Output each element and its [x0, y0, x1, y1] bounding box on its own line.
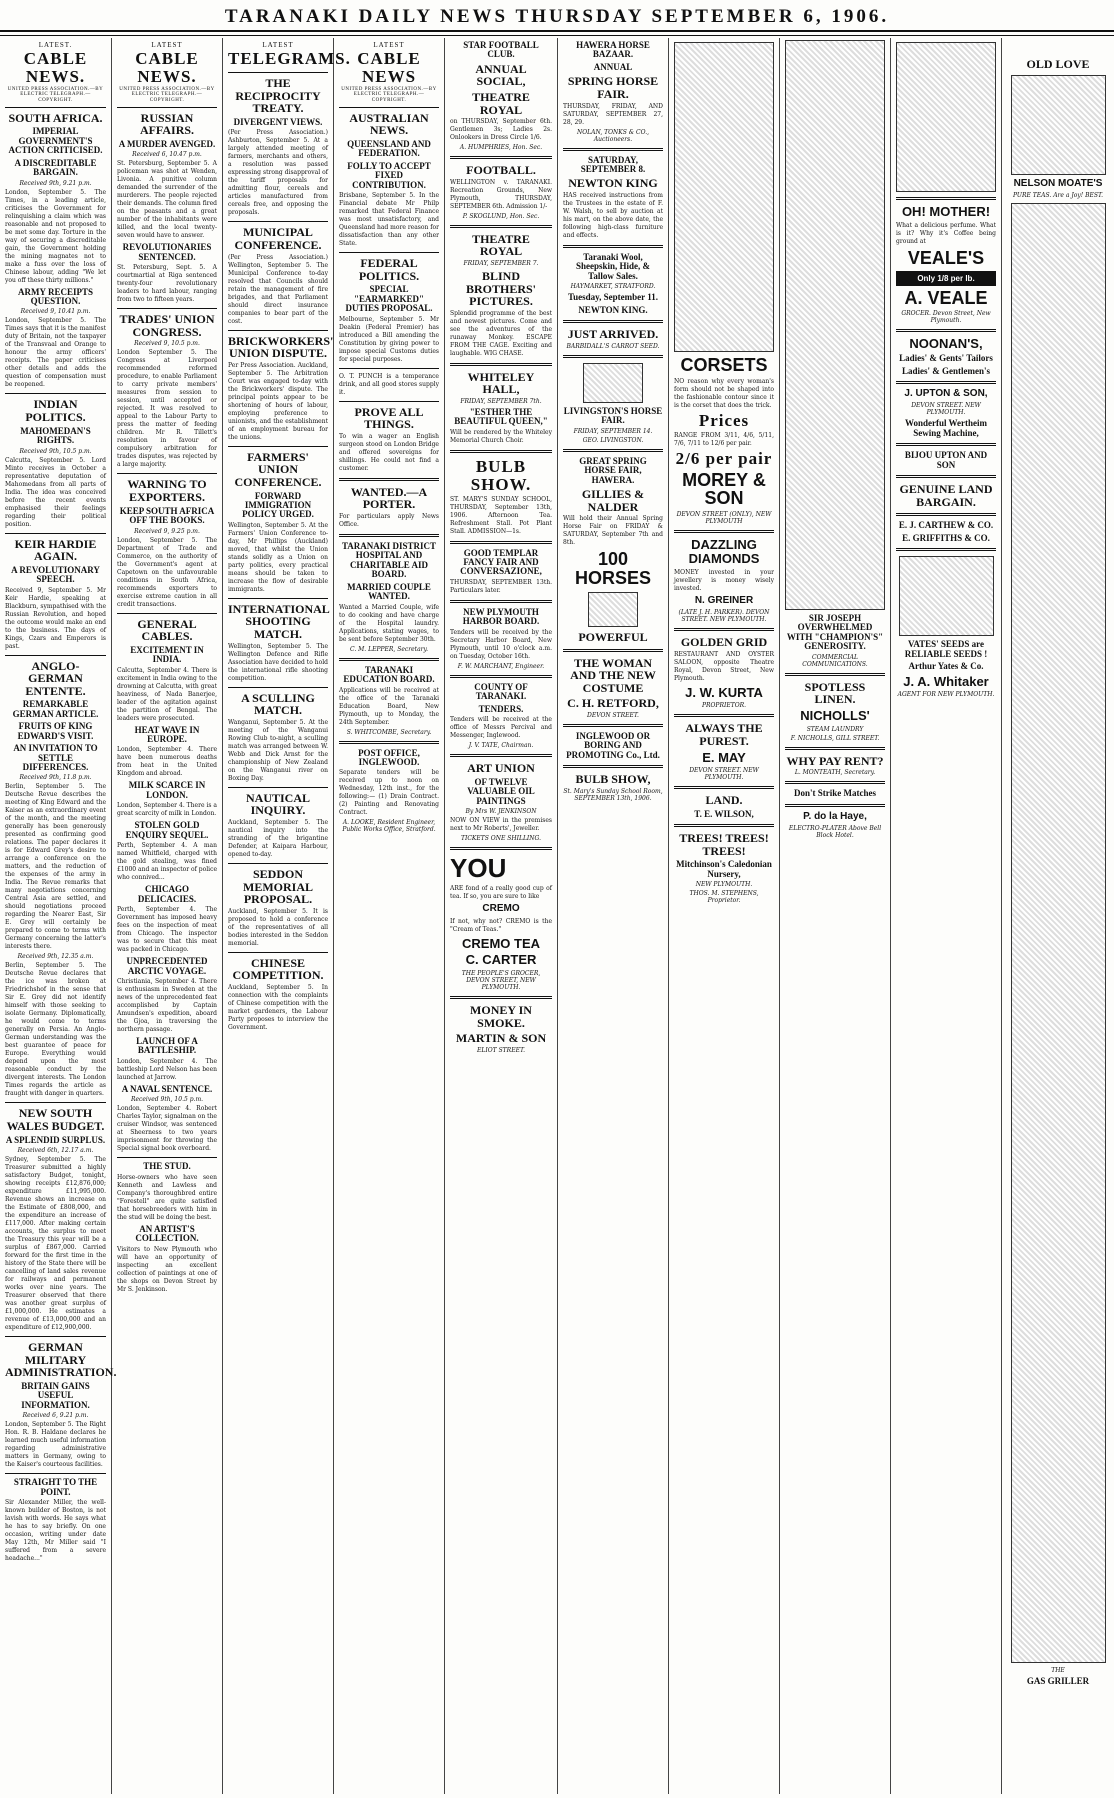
ad-text: MONEY invested in your jewellery is money wisely invested. [674, 568, 774, 592]
ad-text: RANGE FROM 3/11, 4/6, 5/11, 7/6, 7/11 to 12/6 per pair. [674, 431, 774, 447]
subheadline: THE STUD. [143, 1161, 191, 1172]
ad-text: If not, why not? CREMO is the "Cream of Teas." [450, 917, 552, 933]
subheadline: STRAIGHT TO THE POINT. [13, 1477, 98, 1497]
ad-text: DEVON STREET. NEW PLYMOUTH. [689, 767, 759, 782]
subheadline: AN INVITATION TO SETTLE DIFFERENCES. [13, 743, 98, 772]
ad-title: VEALE'S [907, 247, 985, 268]
subheadline: ARMY RECEIPTS QUESTION. [18, 286, 93, 306]
signature: L. MONTEATH, Secretary. [794, 769, 876, 777]
column-6 [558, 38, 669, 1794]
ad-title: GOLDEN GRID [680, 635, 768, 650]
ad-text: COMMERCIAL COMMUNICATIONS. [802, 653, 868, 668]
column-8 [780, 38, 891, 1794]
ad-title: CREMO TEA [462, 935, 540, 951]
ad-title: POST OFFICE, INGLEWOOD. [358, 747, 420, 767]
column-1 [0, 38, 117, 1794]
article-text: St. Petersburg, September 5. A policeman was shot at Wenden, Livonia. A punitive column demanded the surrender of the murderers. The people rejected their demands. The column fired on the peasants and a great number of the inhabitants were killed, and the local twenty-seven would have to answer. [117, 160, 217, 240]
ad-date: FRIDAY, SEPTEMBER 7th. [460, 398, 542, 405]
ad-title: Wonderful Wertheim Sewing Machine, [904, 418, 988, 438]
headline: CHINESE COMPETITION. [232, 955, 324, 983]
ad-title: COUNTY OF TARANAKI. [474, 681, 528, 702]
ad-text: ELECTRO-PLATER Above Bell Block Hotel. [788, 825, 882, 840]
ad-title: WHITELEY HALL, [467, 369, 535, 397]
headline: GENERAL CABLES. [137, 616, 197, 644]
ad-title: GREAT SPRING HORSE FAIR, HAWERA. [579, 455, 647, 485]
signature: C. M. LEPPER, Secretary. [349, 645, 429, 653]
ad-title: STAR FOOTBALL CLUB. [463, 40, 539, 60]
ad-price-banner: Only 1/8 per lb. [896, 271, 996, 286]
ad-text: Applications will be received at the office of the Taranaki Education Board, New Plymouth, up to Monday, the 24th September. [339, 686, 439, 726]
credit-line: UNITED PRESS ASSOCIATION.—BY ELECTRIC TELEGRAPH.—COPYRIGHT. [119, 87, 215, 103]
column-7 [669, 38, 780, 1794]
ad-text: BARBIDALL'S CARROT SEED. [566, 342, 660, 350]
ad-title: LAND. [705, 793, 743, 808]
article-text: O. T. PUNCH is a temperance drink, and all good stores supply it. [339, 372, 439, 396]
ad-title: Prices [698, 410, 750, 430]
ad-title: NOONAN'S, [909, 336, 983, 352]
ad-text: THE PEOPLE'S GROCER, DEVON STREET, NEW PLYMOUTH. [461, 970, 541, 992]
subheadline: KEEP SOUTH AFRICA OFF THE BOOKS. [119, 505, 215, 526]
subheadline: A MURDER AVENGED. [118, 138, 216, 149]
ad-text: HAYMARKET, STRATFORD. [570, 283, 656, 291]
dateline: Received 6, 10.47 p.m. [132, 151, 202, 159]
dateline: Received 9th, 12.35 a.m. [17, 953, 94, 961]
article-text: Wellington, September 5. The Wellington Defence and Rifle Association have decided to hold the international rifle shooting competition. [228, 642, 328, 682]
signature: F. W. MARCHANT, Engineer. [457, 662, 545, 670]
article-text: Calcutta, September 4. There is excitement in India owing to the drowning at Calcutta, with great heaviness, of Nada Banerjee, leader of the agitation against the partition of Bengal. The leaders were prosecuted. [117, 666, 217, 722]
headline: RUSSIAN AFFAIRS. [139, 110, 195, 138]
ad-title: HAWERA HORSE BAZAAR. [576, 40, 650, 60]
headline: BRICKWORKERS' UNION DISPUTE. [228, 333, 334, 361]
ad-title: 2/6 per pair [675, 448, 773, 468]
subheadline: CHICAGO DELICACIES. [137, 884, 197, 904]
dateline: Received 9, 9.25 p.m. [134, 527, 200, 535]
ad-title: A. VEALE [904, 287, 988, 308]
ad-title: BULB SHOW, [575, 772, 651, 787]
newspaper-page [0, 38, 1114, 1794]
ad-title: THEATRE ROYAL [472, 231, 530, 259]
headline: INDIAN POLITICS. [25, 397, 86, 425]
ad-title: SATURDAY, SEPTEMBER 8. [580, 154, 646, 174]
dateline: Received 6, 9.21 p.m. [22, 1412, 89, 1420]
ad-title: NELSON MOATE'S [1013, 177, 1103, 189]
subheadline: A DISCREDITABLE BARGAIN. [14, 157, 97, 178]
ad-title: YOU [450, 852, 507, 883]
ad-title: BULB SHOW. [470, 456, 532, 494]
horse-illustration [583, 363, 643, 403]
signature: GEO. LIVINGSTON. [582, 436, 644, 444]
dateline: Received 9, 10.5 p.m. [134, 340, 200, 348]
subheadline: IMPERIAL GOVERNMENT'S ACTION CRITICISED. [8, 126, 103, 156]
headline: MUNICIPAL CONFERENCE. [234, 225, 322, 252]
article-text: London, September 4. There have been numerous deaths from heat in the United Kingdom and abroad. [117, 746, 217, 778]
ad-text: Separate tenders will be received up to noon on Wednesday, 12th inst., for the following:— (1) Drain Contract. (2) Painting and Renovating Contract. [339, 769, 439, 817]
subheadline: MILK SCARCE IN LONDON. [128, 780, 206, 800]
portrait-illustration [785, 40, 885, 610]
subheadline: EXCITEMENT IN INDIA. [130, 644, 204, 665]
signature: J. V. TATE, Chairman. [468, 742, 534, 750]
ad-title: N. GREINER [694, 594, 754, 606]
signature: P. SKOGLUND, Hon. Sec. [462, 212, 540, 220]
ad-title: TARANAKI EDUCATION BOARD. [343, 664, 435, 685]
ad-text: NEW PLYMOUTH. [695, 881, 753, 889]
article-text: Wellington, September 5. At the Farmers' Union Conference to-day, Mr Phillips (Auckland) moved, that whilst the Union stands solidly as a Union on party politics, every practical means should be taken to increase the flow of desirable immigrants. [228, 521, 328, 593]
subheadline: LAUNCH OF A BATTLESHIP. [136, 1035, 198, 1056]
woman-illustration [896, 42, 996, 192]
ad-text: PURE TEAS. Are a Joy! BEST. [1012, 192, 1103, 200]
ad-text: RESTAURANT AND OYSTER SALOON, opposite Theatre Royal, Devon Street, New Plymouth. [674, 650, 774, 682]
ad-subtitle: Ladies' & Gents' Tailors [899, 353, 993, 364]
ad-title: J. W. KURTA [685, 684, 763, 700]
ad-text: ARE fond of a really good cup of tea. If so, you are sure to like [450, 885, 552, 901]
ad-date: FRIDAY, SEPTEMBER 7. [463, 260, 539, 268]
signature: A. LOOKE, Resident Engineer, Public Works Office, Stratford. [342, 819, 436, 834]
headline: INTERNATIONAL SHOOTING MATCH. [228, 601, 330, 642]
ad-subtitle: Ladies' & Gentlemen's [902, 365, 990, 376]
subheadline: AN ARTIST'S COLLECTION. [135, 1223, 199, 1244]
article-text: Brisbane, September 5. In the Financial debate Mr Philp remarked that Federal Finance was most unsatisfactory, and Queensland had more reason for dissatisfaction than any other State. [339, 192, 439, 248]
section-title: CABLE NEWS. [135, 49, 199, 87]
ad-subtitle: OF TWELVE VALUABLE OIL PAINTINGS [467, 776, 535, 806]
vegetables-illustration [899, 556, 994, 636]
ad-text: DEVON STREET. NEW PLYMOUTH. [911, 402, 981, 417]
ad-title: JUST ARRIVED. [567, 327, 659, 342]
ad-text: Splendid programme of the best and newest pictures. Come and see the adventures of the runaway Monkey. ESCAPE FROM THE CAGE. Exciting and laughable. WIG CHASE. [450, 309, 552, 357]
subheadline: FORWARD IMMIGRATION POLICY URGED. [242, 490, 314, 520]
ad-title: CORSETS [680, 355, 768, 375]
masthead-rule [0, 35, 1114, 36]
headline: SOUTH AFRICA. [8, 110, 103, 125]
article-text: London, September 4. There is a great scarcity of milk in London. [117, 802, 217, 818]
ad-title: BIJOU UPTON AND SON [904, 450, 988, 470]
article-text: Sydney, September 5. The Treasurer submitted a highly satisfactory Budget, tonight, showing receipts £12,876,000; expenditure £11,995,000. Revenue shows an increase on the Estimate of £808,000, and the expenditure an increase of £117,000. After making certain accounts, the surplus to meet the Treasury this year will be a surplus of £867,000. Carried forward for the first time in the history of the State there will be cancelling of land sales revenue for railways and permanent works over nine years. The Treasurer observed that there was another great surplus of £1,000,000. He estimates a revenue of £13,000,000 and an expenditure of £12,900,000. [5, 1156, 106, 1332]
ad-title: TARANAKI DISTRICT HOSPITAL AND CHARITABLE AID BOARD. [341, 541, 437, 580]
subheadline: QUEENSLAND AND FEDERATION. [347, 138, 431, 159]
ad-text: FRIDAY, SEPTEMBER 14. [573, 427, 653, 435]
article-text: Perth, September 4. A man named Whitfield, charged with the gold stealing, was fined £1000 and an inspector of police who connived... [117, 842, 217, 882]
ad-title: ART UNION [467, 761, 535, 776]
headline: SEDDON MEMORIAL PROPOSAL. [243, 867, 313, 907]
ad-title: SIR JOSEPH OVERWHELMED WITH "CHAMPION'S" GENEROSITY. [786, 613, 884, 652]
ad-title: WANTED.—A PORTER. [350, 484, 428, 512]
ad-title: MONEY IN SMOKE. [470, 1003, 532, 1030]
article-text: London, September 5. The Department of Trade and Commerce, on the authority of the Government's agent at Capetown on the unfavourable conditions in South Africa, recommends exporters to exercise extreme caution in all credit transactions. [117, 536, 217, 608]
subheadline: DIVERGENT VIEWS. [233, 116, 323, 127]
ad-text: STEAM LAUNDRY [806, 725, 864, 733]
article-text: (Per Press Association.) Ashburton, September 5. At a largely attended meeting of farmers, merchants and others, a resolution was passed expressing strong disapproval of the tariff proposals for admitting flour, cereals and articles manufactured from cereals free, and opposing the proposals. [228, 129, 328, 217]
subheadline: BRITAIN GAINS USEFUL INFORMATION. [21, 1380, 90, 1410]
ad-title: GAS GRILLER [1026, 1676, 1090, 1687]
headline: A SCULLING MATCH. [241, 690, 315, 718]
ad-title: GENUINE LAND BARGAIN. [899, 482, 993, 509]
horse-illustration [588, 592, 638, 627]
section-title: CABLE NEWS. [23, 49, 88, 87]
subheadline: STOLEN GOLD ENQUIRY SEQUEL. [125, 820, 209, 840]
ad-title: POWERFUL [578, 629, 648, 644]
subheadline: A SPLENDID SURPLUS. [5, 1134, 106, 1145]
ad-text: WELLINGTON v. TARANAKI. Recreation Grounds, New Plymouth, THURSDAY, SEPTEMBER 6th. Admission 1/- [450, 178, 552, 210]
ad-title: Arthur Yates & Co. [908, 661, 984, 672]
ad-title: J. UPTON & SON, [904, 387, 988, 399]
ad-title: NEWTON KING. [578, 304, 648, 315]
article-text: London, September 4. Robert Charles Taylor, signalman on the cruiser Windsor, was sentenced at Sheerness to two years imprisonment for throwing the Special signal book overboard. [117, 1105, 217, 1153]
ad-title: TREES! TREES! TREES! [679, 831, 769, 858]
section-title: TELEGRAMS. [228, 49, 351, 69]
ad-text: GROCER. Devon Street, New Plymouth. [901, 310, 991, 325]
article-text: London, September 5. The Right Hon. R. B. Haldane declares he learned much useful information regarding administrative matters in Germany, owing to the Kaiser's courteous facilities. [5, 1421, 106, 1469]
ad-text: THOS. M. STEPHENS, Proprietor. [689, 890, 759, 905]
ad-title: OLD LOVE [1026, 57, 1090, 71]
ad-title: ANNUAL SOCIAL, [475, 61, 527, 89]
dateline: Received 9th, 9.21 p.m. [19, 179, 92, 187]
ad-title: Don't Strike Matches [794, 788, 876, 799]
headline: KEIR HARDIE AGAIN. [14, 536, 97, 564]
ad-text: DEVON STREET (ONLY), NEW PLYMOUTH [676, 511, 772, 526]
ad-text: THURSDAY, FRIDAY, AND SATURDAY, SEPTEMBER 27, 28, 29. [563, 102, 663, 126]
column-3 [223, 38, 351, 1794]
ad-text: PROPRIETOR. [701, 702, 747, 710]
ad-title: Mitchinson's Caledonian Nursery, [676, 859, 772, 879]
article-text: Auckland, September 5. The nautical inquiry into the stranding of the brigantine Defender, at Kaipara Harbour, opened to-day. [228, 819, 328, 859]
headline: PROVE ALL THINGS. [354, 404, 424, 432]
ad-title: VATES' SEEDS are RELIABLE SEEDS ! [904, 639, 988, 659]
headline: FEDERAL POLITICS. [358, 256, 420, 283]
ad-title: NEW PLYMOUTH HARBOR BOARD. [462, 606, 540, 627]
subheadline: FRUITS OF KING EDWARD'S VISIT. [17, 721, 94, 741]
article-text: Berlin, September 5. The Deutsche Revue declares that the ice was broken at Friedrichshof in the sense that Sir E. Grey did not identify himself with those seeking to isolate Germany. Diplomatically, he would come to terms generally on Persia. An Anglo-German understanding was the best guarantee of peace for Europe. Everything would depend upon the most reasonable conduct by the divergent interests. The London Times regards the article as fraught with danger in quarters. [5, 962, 106, 1098]
ad-text: THE [1051, 1667, 1065, 1675]
headline: WARNING TO EXPORTERS. [127, 477, 207, 505]
headline: THE RECIPROCITY TREATY. [235, 76, 321, 116]
subheadline: HEAT WAVE IN EUROPE. [134, 724, 200, 745]
ad-subtitle: MARRIED COUPLE WANTED. [347, 581, 431, 602]
ad-title: LIVINGSTON'S HORSE FAIR. [563, 405, 663, 426]
ad-text: Tenders will be received by the Secretary Harbor Board, New Plymouth, until 10 o'clock a.m. on Tuesday, October 16th. [450, 628, 552, 660]
article-text: London September 5. The Congress at Liverpool recommended reformed procedure, to enable Parliament to carry private members' measures from session to session, until accepted or rejected. It was resolved to appeal to the Labour Party to press the matter of feeding children. Mr R. Tillett's resolution in favour of compulsory arbitration for trades disputes, was rejected by a large majority. [117, 349, 217, 469]
subheadline: MAHOMEDAN'S RIGHTS. [20, 425, 91, 446]
column-4 [334, 38, 445, 1794]
column-9 [891, 38, 1002, 1794]
ad-title: NEWTON KING [568, 176, 658, 191]
ad-text: AGENT FOR NEW PLYMOUTH. [897, 691, 995, 699]
ad-text: Will be rendered by the Whiteley Memorial Church Choir. [450, 428, 552, 444]
ad-text: HAS received instructions from the Trustees in the estate of F. W. Walsh, to sell by auction at his mart, on the above date, the following high-class furniture and effects. [563, 191, 663, 239]
ad-text: For particulars apply News Office. [339, 513, 439, 529]
credit-line: UNITED PRESS ASSOCIATION.—BY ELECTRIC TELEGRAPH.—COPYRIGHT. [341, 87, 437, 103]
article-text: London, September 5. The Times, in a leading article, criticises the Government for relinquishing a claim which was reasonable and not proposed to be met some day. Torture in the way of securing a discreditable gain, the Government holding the mining magnates not to make a fuss over the loss of Chinese labour, adding "We let you off these thirty millions." [5, 188, 106, 284]
ad-text: on THURSDAY, September 6th. Gentlemen 3s; Ladies 2s. Onlookers in Dress Circle 1/6. [450, 118, 552, 142]
article-text: Auckland, September 5. In connection with the complaints of Chinese competition with the market gardeners, the Labour Party proposes to interview the Government. [228, 984, 328, 1031]
ad-text: Wanted a Married Couple, wife to do cooking and have charge of the Hospital laundry. Applications, stating wages, to be sent before September 30th. [339, 603, 439, 643]
ad-title: C. H. RETFORD, [567, 696, 659, 711]
signature: NOLAN, TONKS & CO., Auctioneers. [576, 128, 650, 143]
ad-text: NO reason why every woman's form should not be shaped into the fashionable contour since it is the corset that does the trick. [674, 377, 774, 409]
headline: FARMERS' UNION CONFERENCE. [234, 449, 322, 489]
ad-title: THE WOMAN AND THE NEW COSTUME [570, 655, 656, 695]
ad-text: ST. MARY'S SUNDAY SCHOOL, THURSDAY, September 13th, 1906. Afternoon Tea. Refreshment Stall. Pot Plant Stall. ADMISSION—1s. [450, 495, 552, 535]
dateline: Received 9th, 10.5 p.m. [130, 1096, 204, 1104]
column-2 [112, 38, 223, 1794]
kicker: LATEST [262, 41, 294, 49]
headline: TRADES' UNION CONGRESS. [119, 312, 215, 339]
ad-title: FOOTBALL. [466, 163, 536, 178]
ad-text: St. Mary's Sunday School Room, SEPTEMBER 13th, 1906. [563, 787, 663, 802]
ad-title: E. MAY [702, 749, 746, 765]
subheadline: A REVOLUTIONARY SPEECH. [11, 564, 100, 585]
ad-text: Will hold their Annual Spring Horse Fair on FRIDAY & SATURDAY, September 7th and 8th. [563, 515, 663, 547]
ad-title: CREMO [482, 903, 520, 915]
article-text: Melbourne, September 5. Mr Deakin (Federal Premier) has introduced a Bill amending the Constitution by giving power to impose special Customs duties for special purposes. [339, 315, 439, 363]
article-text: Horse-owners who have seen Kenneth and Lawless and Company's thoroughbred entire "Forestell" are quite satisfied that horsebreeders with him in the stud will be doing the best. [117, 1173, 217, 1221]
ad-title: SPOTLESS LINEN. [804, 679, 866, 707]
tea-illustration [1011, 75, 1106, 175]
subheadline: SPECIAL "EARMARKED" DUTIES PROPOSAL. [345, 284, 433, 314]
ad-title: TENDERS. [478, 703, 524, 714]
advertisement-illustration [1011, 203, 1106, 1663]
headline: ANGLO-GERMAN ENTENTE. [25, 658, 86, 698]
article-text: London, September 5. The Times says that it is the manifest duty of Britain, not the taxpayer of the Transvaal and Orange to honour the army officers' receipts. The paper criticises other details and adds the question of compensation must be reopened. [5, 317, 106, 389]
article-text: Received 9, September 5. Mr Keir Hardie, speaking at Blackburn, sympathised with the Russian Revolution, and hoped the outcome would make an end to the business. The days of Kings, Czars and Emperors is past. [5, 586, 106, 650]
ad-title: WHY PAY RENT? [786, 753, 884, 768]
ad-title: T. E. WILSON, [694, 808, 754, 819]
article-text: Berlin, September 5. The Deutsche Revue describes the meeting of King Edward and the Kaiser as an extraordinary event of the month, and the meeting generally has been generously presented as confirming good relations. The paper declares it is for Edward Grey's desire to arrange a conference on the matters, and the reduction of the expenses of the army in India. The Revue remarks that many negotiations concerning Central Asia are settled, and should negotiations proceed regarding the Nearer East, Sir E. Grey will certainly be prepared to come to terms with Germany concerning the latter's interests there. [5, 783, 106, 951]
subheadline: REMARKABLE GERMAN ARTICLE. [12, 699, 99, 719]
article-text: Per Press Association. Auckland, September 5. The Arbitration Court was engaged to-day with the Brickworkers' dispute. The principal points appear to be shortening of hours of labour, employing preference to unionists, and the establishment of an employment bureau for the unions. [228, 361, 328, 441]
ad-text: What a delicious perfume. What is it? Why it's Coffee being ground at [896, 221, 996, 245]
ad-title: GILLIES & NALDER [581, 486, 645, 514]
ad-title: BLIND BROTHERS' PICTURES. [465, 269, 537, 309]
ad-title: 100 HORSES [574, 549, 652, 589]
dateline: Received 6th, 12.17 a.m. [17, 1147, 94, 1155]
headline: NAUTICAL INQUIRY. [245, 790, 310, 818]
article-text: Visitors to New Plymouth who will have an opportunity of inspecting an excellent collection of paintings at one of the shops on Devon Street by Mr S. Jenkinson. [117, 1245, 217, 1293]
ad-title: MARTIN & SON [455, 1031, 547, 1046]
ad-text: DEVON STREET. [587, 711, 639, 719]
ad-text: ELIOT STREET. [477, 1046, 525, 1054]
ad-title: SPRING HORSE FAIR. [567, 74, 659, 101]
signature: S. WHITCOMBE, Secretary. [346, 728, 432, 736]
ad-title: C. CARTER [465, 952, 537, 968]
ad-text: NOW ON VIEW in the premises next to Mr Roberts', Jeweller. [450, 816, 552, 832]
ad-title: Tuesday, September 11. [567, 292, 659, 303]
ad-title: INGLEWOOD OR BORING AND PROMOTING Co., Ltd. [566, 730, 660, 760]
signature: A. HUMPHRIES, Hon. Sec. [459, 144, 543, 152]
kicker: LATEST [373, 41, 405, 49]
article-text: Sir Alexander Miller, the well-known builder of Boston, is not lavish with words. He says what he has to say briefly. On one occasion, writing under date May 12th, Mr Miller said "I suffered from a severe headache..." [5, 1499, 106, 1562]
article-text: London, September 4. The battleship Lord Nelson has been launched at Jarrow. [117, 1057, 217, 1081]
ad-text: TICKETS ONE SHILLING. [460, 834, 542, 842]
ad-text: Tenders will be received at the office of Messrs Percival and Messenger, Inglewood. [450, 716, 552, 740]
headline: GERMAN MILITARY ADMINISTRATION. [5, 1340, 117, 1380]
credit-line: UNITED PRESS ASSOCIATION.—BY ELECTRIC TELEGRAPH.—COPYRIGHT. [7, 87, 104, 103]
article-text: St. Petersburg, Sept. 5. A courtmartial at Riga sentenced twenty-four revolutionary leaders to hard labour, ranging from two to fifteen years. [117, 264, 217, 304]
ad-text: (LATE J. H. PARKER). DEVON STREET. NEW PLYMOUTH. [678, 609, 770, 624]
section-title: CABLE NEWS [357, 49, 421, 87]
ad-title: P. do la Haye, [803, 810, 867, 822]
article-text: Auckland, September 5. It is proposed to hold a conference of the representatives of all bodies interested in the Seddon memorial. [228, 907, 328, 947]
ad-title: Taranaki Wool, Sheepskin, Hide, & Tallow Sales. [575, 251, 651, 281]
ad-title: E. J. CARTHEW & CO. [898, 520, 994, 531]
signature: F. NICHOLLS, GILL STREET. [790, 734, 880, 742]
ad-title: ANNUAL [593, 61, 633, 72]
ad-title: GOOD TEMPLAR FANCY FAIR AND CONVERSAZIONE, [460, 547, 542, 577]
kicker: LATEST. [38, 41, 73, 49]
kicker: LATEST [151, 41, 183, 49]
subheadline: A NAVAL SENTENCE. [121, 1083, 213, 1094]
ad-title: DAZZLING DIAMONDS [688, 537, 760, 566]
ad-title: J. A. Whitaker [903, 673, 989, 689]
ad-text: THURSDAY, SEPTEMBER 13th. Particulars later. [450, 578, 552, 594]
article-text: Christiania, September 4. There is enthusiasm in Sweden at the news of the unprecedented feat accomplished by Captain Amundsen's expedition, aboard the Gjoa, in traversing the northern passage. [117, 977, 217, 1033]
masthead: TARANAKI DAILY NEWS THURSDAY SEPTEMBER 6, 1906. [0, 6, 1114, 32]
subheadline: FOLLY TO ACCEPT FIXED CONTRIBUTION. [347, 160, 431, 190]
article-text: To win a wager an English surgeon stood on London Bridge and offered sovereigns for shillings. He could not find a customer. [339, 432, 439, 472]
dateline: Received 9th, 11.8 p.m. [19, 774, 92, 782]
ad-byline: By Mrs W. JENKINSON [465, 807, 537, 815]
dateline: Received 9th, 10.5 p.m. [19, 447, 92, 455]
ad-title: NICHOLLS' [800, 707, 870, 723]
ad-title: ALWAYS THE PUREST. [685, 721, 763, 748]
column-10 [1002, 38, 1114, 1794]
corset-illustration [674, 42, 774, 352]
ad-title: OH! MOTHER! [901, 204, 991, 219]
article-text: Calcutta, September 5. Lord Minto receives in October a representative deputation of Mahomedans from all parts of India. The idea was conceived before the recent events emphasised their feelings regarding their political position. [5, 456, 106, 528]
ad-title: MOREY & SON [682, 469, 766, 509]
subheadline: UNPRECEDENTED ARCTIC VOYAGE. [126, 956, 208, 976]
subheadline: REVOLUTIONARIES SENTENCED. [122, 242, 212, 262]
dateline: Received 9, 10.41 p.m. [20, 308, 91, 316]
headline: NEW SOUTH WALES BUDGET. [6, 1106, 105, 1133]
ad-title: THEATRE ROYAL [472, 90, 530, 117]
column-5 [445, 38, 558, 1794]
headline: AUSTRALIAN NEWS. [349, 110, 429, 138]
article-text: Perth, September 4. The Government has imposed heavy fees on the inspection of meat from Chicago. The inspector was to secure that this meat was packed in Chicago. [117, 906, 217, 954]
ad-title: "ESTHER THE BEAUTIFUL QUEEN," [454, 407, 548, 427]
article-text: Wanganui, September 5. At the meeting of the Wanganui Rowing Club to-night, a sculling match was arranged between W. Webb and Dick Arnst for the championship of New Zealand on the Wanganui river on Boxing Day. [228, 718, 328, 782]
ad-title: E. GRIFFITHS & CO. [902, 532, 990, 543]
article-text: (Per Press Association.) Wellington, September 5. The Municipal Conference to-day resolved that Councils should retain the management of fire brigades, and that Parliament should direct insurance companies to bear part of the cost. [228, 253, 328, 325]
